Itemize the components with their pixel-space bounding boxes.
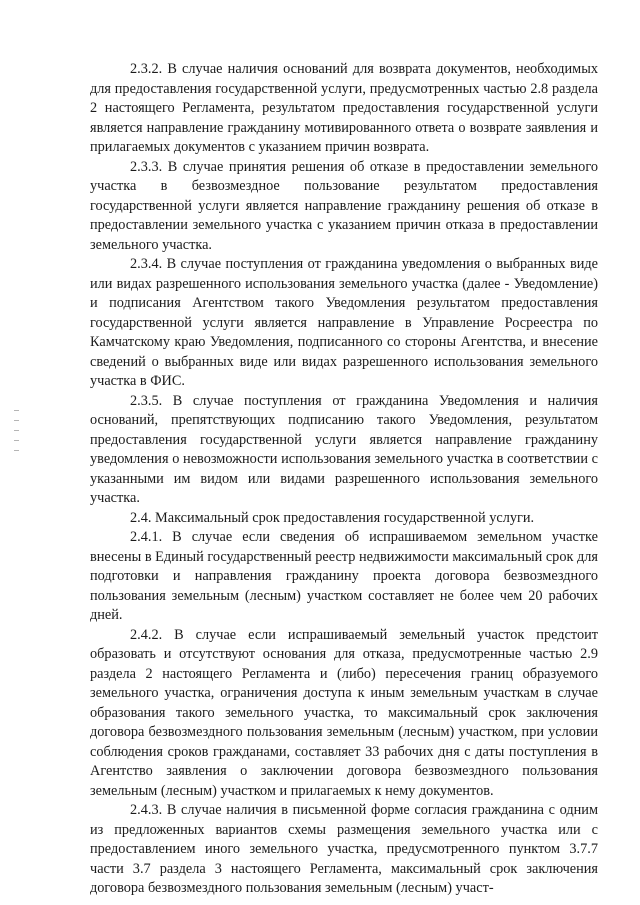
paragraph-2-3-2: 2.3.2. В случае наличия оснований для возврата документов, необходимых для предоставления государственной услуги, предусмотренных частью 2.8 раздела 2 настоящего Регламента, результатом предоставления государственной услуги является направление гражданину мотивированного ответа о возврате заявления и прилагаемых документов с указанием причин возврата. <box>90 61 598 155</box>
paragraph-2-3-4: 2.3.4. В случае поступления от гражданина уведомления о выбранных виде или видах разрешенного использования земельного участка (далее - Уведомление) и подписания Агентством такого Уведомления результатом предоставления государственной услуги является направление в Управление Росреестра по Камчатскому краю Уведомления, подписанного со стороны Агентства, и внесение сведений о выбранных виде или видах разрешенного использования земельного участка в ФИС. <box>90 256 598 389</box>
paragraph-2-4: 2.4. Максимальный срок предоставления государственной услуги. <box>130 509 535 526</box>
scan-mark <box>14 430 19 431</box>
paragraph-2-4-1: 2.4.1. В случае если сведения об испрашиваемом земельном участке внесены в Единый государственный реестр недвижимости максимальный срок для подготовки и направления гражданину проекта договора безвозмездного пользования земельным (лесным) участком составляет не более чем 20 рабочих дней. <box>90 529 598 623</box>
paragraph-2-4-3: 2.4.3. В случае наличия в письменной форме согласия гражданина с одним из предложенных вариантов схемы размещения земельного участка или с предоставлением иного земельного участка, предусмотренного пунктом 3.7.7 части 3.7 раздела 3 настоящего Регламента, максимальный срок заключения договора безвозмездного пользования земельным (лесным) участ- <box>90 802 598 896</box>
scan-mark <box>14 440 19 441</box>
scan-mark <box>14 410 19 411</box>
scan-mark <box>14 450 19 451</box>
paragraph-2-3-3: 2.3.3. В случае принятия решения об отказе в предоставлении земельного участка в безвозмездное пользование результатом предоставления государственной услуги является направление гражданину решения об отказе в предоставлении земельного участка с указанием причин отказа в предоставлении земельного участка. <box>90 158 598 253</box>
scan-mark <box>14 420 19 421</box>
document-body <box>90 60 598 899</box>
margin-scan-marks <box>14 410 34 480</box>
paragraph-2-3-5: 2.3.5. В случае поступления от гражданина Уведомления и наличия оснований, препятствующих подписанию такого Уведомления, результатом предоставления государственной услуги является направление гражданину уведомления о невозможности использования земельного участка в соответствии с указанными им видом или видами разрешенного использования земельного участка. <box>90 392 598 506</box>
paragraph-2-4-2: 2.4.2. В случае если испрашиваемый земельный участок предстоит образовать и отсутствуют основания для отказа, предусмотренные частью 2.9 раздела 2 настоящего Регламента и (либо) пересечения границ образуемого земельного участка, ограничения доступа к иным земельным участкам в случае образования такого земельного участка, то максимальный срок заключения договора безвозмездного пользования земельным (лесным) участком, при условии соблюдения сроков гражданами, составляет 33 рабочих дня с даты поступления в Агентство заявления о заключении договора безвозмездного пользования земельным (лесным) участком и прилагаемых к нему документов. <box>90 626 598 799</box>
